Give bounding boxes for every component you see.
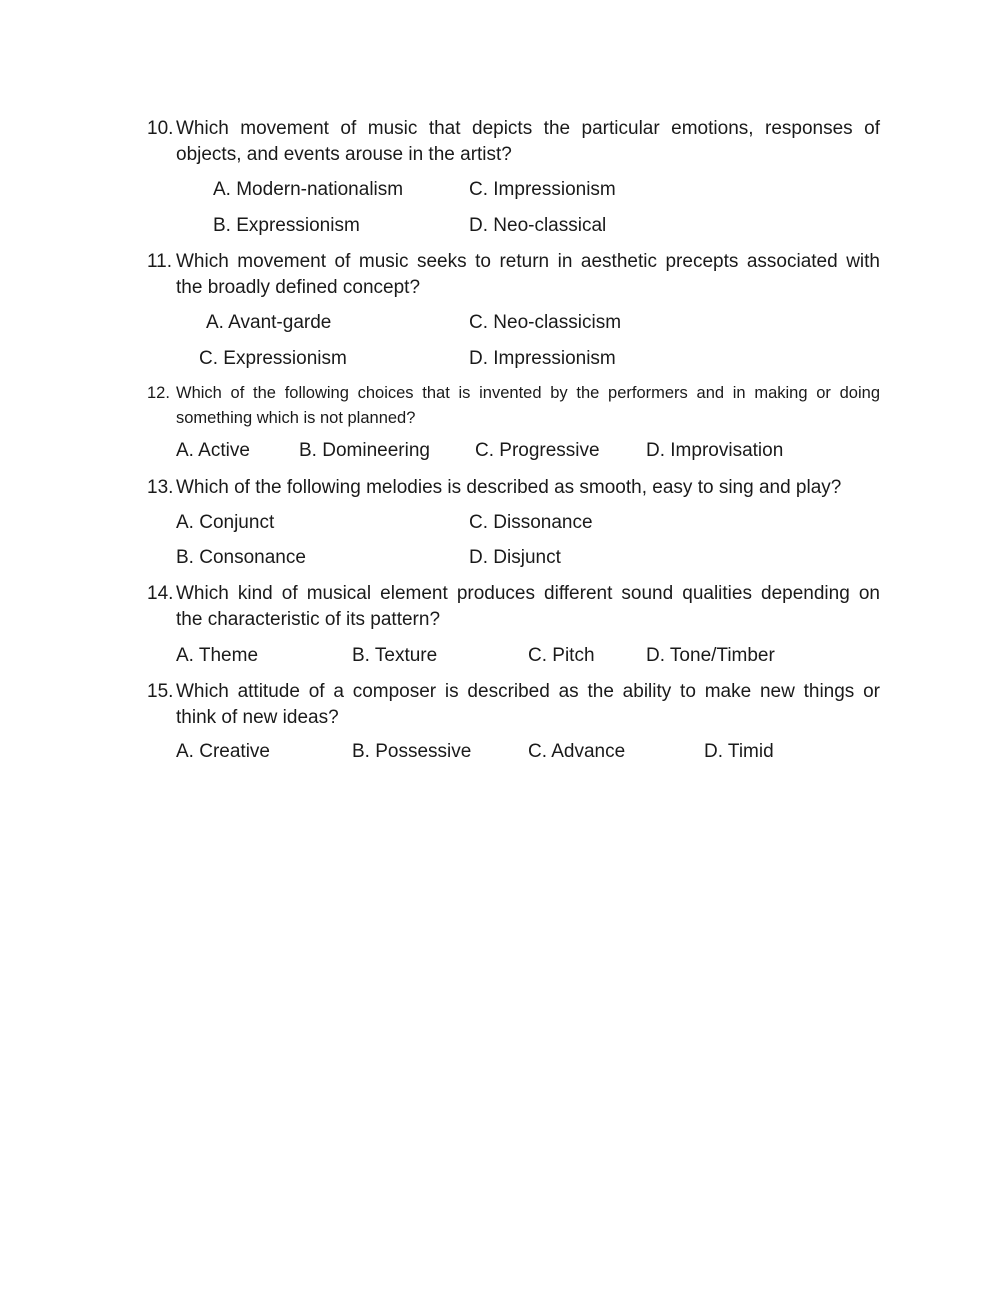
option-d[interactable]: D. Neo-classical bbox=[469, 215, 607, 236]
question-line: the broadly defined concept? bbox=[176, 277, 421, 298]
option-c[interactable]: C. Pitch bbox=[528, 645, 595, 666]
question-line: Which movement of music seeks to return in aesthetic precepts associated with bbox=[176, 251, 880, 272]
question-line: the characteristic of its pattern? bbox=[176, 609, 441, 630]
option-a[interactable]: A. Theme bbox=[176, 645, 259, 666]
question-line: objects, and events arouse in the artist? bbox=[176, 144, 512, 165]
question-line: Which attitude of a composer is described as the ability to make new things or bbox=[176, 681, 880, 702]
question-line: Which kind of musical element produces different sound qualities depending on bbox=[176, 583, 880, 604]
option-c-second[interactable]: C. Expressionism bbox=[199, 348, 347, 369]
question-line: Which of the following choices that is invented by the performers and in making or doing bbox=[176, 384, 880, 402]
option-d[interactable]: D. Tone/Timber bbox=[646, 645, 775, 666]
option-c[interactable]: C. Advance bbox=[528, 741, 626, 762]
option-d[interactable]: D. Disjunct bbox=[469, 547, 561, 568]
option-c[interactable]: C. Dissonance bbox=[469, 512, 593, 533]
question-line: think of new ideas? bbox=[176, 707, 339, 728]
option-b[interactable]: B. Texture bbox=[352, 645, 438, 666]
question-text bbox=[147, 116, 880, 168]
option-b[interactable]: B. Consonance bbox=[176, 547, 306, 568]
question-number: 11. bbox=[147, 251, 173, 272]
question-number: 15. bbox=[147, 681, 174, 702]
question-text bbox=[147, 475, 880, 501]
option-a[interactable]: A. Avant-garde bbox=[206, 312, 332, 333]
option-c[interactable]: C. Impressionism bbox=[469, 179, 616, 200]
option-a[interactable]: A. Conjunct bbox=[176, 512, 275, 533]
question-line: something which is not planned? bbox=[176, 409, 416, 427]
question-15 bbox=[147, 679, 880, 731]
question-12 bbox=[147, 381, 880, 431]
option-c[interactable]: C. Progressive bbox=[475, 440, 600, 461]
question-14 bbox=[147, 581, 880, 633]
question-11 bbox=[147, 249, 880, 301]
option-b[interactable]: B. Possessive bbox=[352, 741, 472, 762]
question-number: 10. bbox=[147, 118, 174, 139]
question-text bbox=[147, 679, 880, 731]
option-a[interactable]: A. Creative bbox=[176, 741, 270, 762]
option-a[interactable]: A. Modern-nationalism bbox=[213, 179, 404, 200]
option-d[interactable]: D. Improvisation bbox=[646, 440, 784, 461]
option-c[interactable]: C. Neo-classicism bbox=[469, 312, 622, 333]
question-number: 14. bbox=[147, 583, 174, 604]
question-number: 12. bbox=[147, 384, 170, 402]
question-text bbox=[147, 381, 880, 431]
question-text bbox=[147, 581, 880, 633]
question-text bbox=[147, 249, 880, 301]
option-b[interactable]: B. Domineering bbox=[299, 440, 430, 461]
option-b[interactable]: B. Expressionism bbox=[213, 215, 360, 236]
option-d[interactable]: D. Timid bbox=[704, 741, 774, 762]
question-number: 13. bbox=[147, 477, 174, 498]
question-10 bbox=[147, 116, 880, 168]
question-line: Which movement of music that depicts the particular emotions, responses of bbox=[176, 118, 880, 139]
option-d[interactable]: D. Impressionism bbox=[469, 348, 616, 369]
option-a[interactable]: A. Active bbox=[176, 440, 250, 461]
question-13 bbox=[147, 475, 880, 501]
question-line: Which of the following melodies is described as smooth, easy to sing and play? bbox=[176, 477, 842, 498]
